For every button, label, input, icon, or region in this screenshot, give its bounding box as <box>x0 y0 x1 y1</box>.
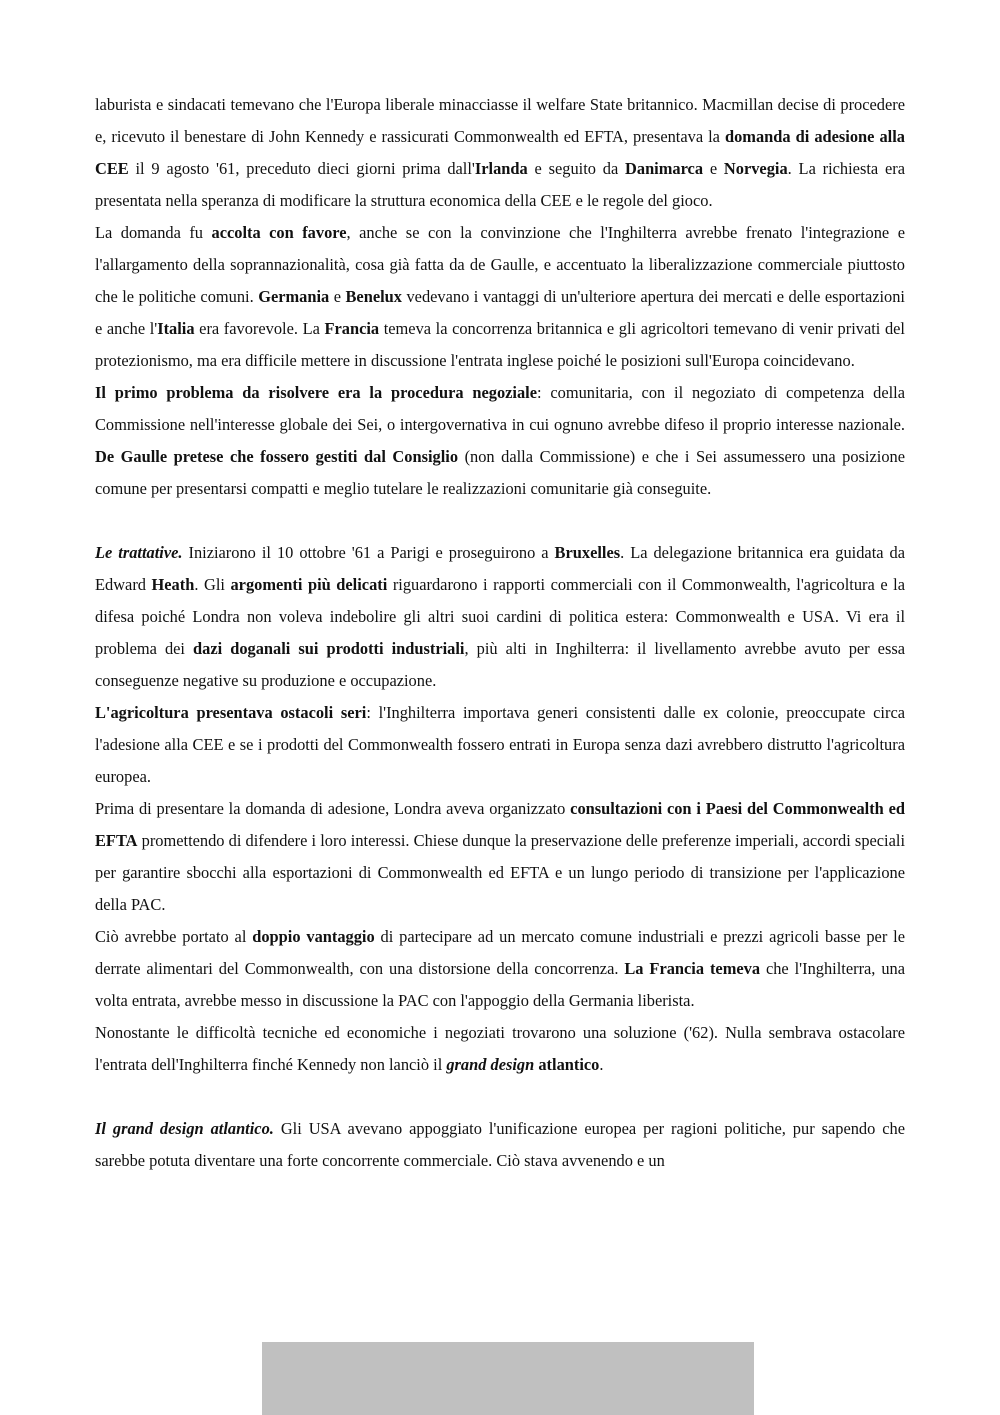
paragraph <box>95 377 905 505</box>
text-run: : l'Inghilterra importava generi consistenti dalle ex colonie, preoccupate circa l'adesione alla CEE e se i prodotti del Commonwealth fossero entrati in Europa senza dazi avrebbero distrutto l'agricoltura europea. <box>95 703 905 786</box>
paragraph-spacer <box>95 1081 905 1113</box>
text-run: riguardarono i rapporti commerciali con il Commonwealth, l'agricoltura e la difesa poiché Londra non voleva indebolire gli altri suoi cardini di politica estera: Commonwealth e USA. Vi era il problema dei <box>95 575 905 658</box>
bold-text: Norvegia <box>723 159 788 178</box>
footer-bar <box>262 1342 754 1415</box>
text-run: . La richiesta era presentata nella speranza di modificare la struttura economica della CEE e le regole del gioco. <box>95 159 905 210</box>
paragraph-spacer <box>95 505 905 537</box>
text-run: temeva la concorrenza britannica e gli agricoltori temevano di venir privati del protezionismo, ma era difficile mettere in discussione l'entrata inglese poiché le posizioni sull'Europa coincidevano. <box>95 319 905 370</box>
text-run: , anche se con la convinzione che l'Inghilterra avrebbe frenato l'integrazione e l'allargamento della soprannazionalità, cosa già fatta da de Gaulle, e accentuato la liberalizzazione commerciale piuttosto che le politiche comuni. <box>95 223 905 306</box>
document-body <box>95 89 905 1177</box>
bold-text: atlantico <box>538 1055 600 1074</box>
text-run: Nonostante le difficoltà tecniche ed economiche i negoziati trovarono una soluzione ('62). Nulla sembrava ostacolare l'entrata dell'Inghilterra finché Kennedy non lanciò il <box>95 1023 905 1074</box>
emphasis-run <box>95 543 182 562</box>
text-run: La domanda fu <box>95 223 212 242</box>
bold-text: Italia <box>157 319 195 338</box>
bold-italic-text: grand design <box>446 1055 535 1074</box>
text-run: e <box>703 159 724 178</box>
paragraph <box>95 537 905 697</box>
text-run: vedevano i vantaggi di un'ulteriore apertura dei mercati e delle esportazioni e anche l' <box>95 287 905 338</box>
paragraph <box>95 1113 905 1177</box>
text-run: era favorevole. La <box>194 319 325 338</box>
bold-text: Bruxelles <box>554 543 621 562</box>
bold-italic-text: Le trattative. <box>95 543 183 562</box>
text-run: . La delegazione britannica era guidata da Edward <box>95 543 905 594</box>
text-run: il 9 agosto '61, preceduto dieci giorni prima dall' <box>128 159 475 178</box>
bold-text: argomenti più delicati <box>230 575 388 594</box>
bold-text: domanda di adesione alla CEE <box>95 127 905 178</box>
text-run: . Gli <box>194 575 231 594</box>
paragraph <box>95 921 905 1017</box>
text-run: . <box>599 1055 604 1074</box>
bold-italic-text: Il grand design atlantico. <box>95 1119 274 1138</box>
bold-text: L'agricoltura presentava ostacoli seri <box>95 703 367 722</box>
paragraph <box>95 217 905 377</box>
text-run: Ciò avrebbe portato al <box>95 927 253 946</box>
bold-text: La Francia temeva <box>624 959 761 978</box>
bold-text: dazi doganali sui prodotti industriali <box>193 639 465 658</box>
text-run: laburista e sindacati temevano che l'Europa liberale minacciasse il welfare State britannico. Macmillan decise di procedere e, ricevuto il benestare di John Kennedy e rassicurati Commonwealth ed EFTA, presentava la <box>95 95 905 146</box>
bold-text: Benelux <box>345 287 402 306</box>
paragraph <box>95 697 905 793</box>
bold-text: Il primo problema da risolvere era la procedura negoziale <box>95 383 537 402</box>
text-run: che l'Inghilterra, una volta entrata, avrebbe messo in discussione la PAC con l'appoggio della Germania liberista. <box>95 959 905 1010</box>
bold-text: Irlanda <box>474 159 528 178</box>
text-run: : comunitaria, con il negoziato di competenza della Commissione nell'interesse globale dei Sei, o intergovernativa in cui ognuno avrebbe difeso il proprio interesse nazionale. <box>95 383 905 434</box>
paragraph <box>95 793 905 921</box>
text-run: promettendo di difendere i loro interessi. Chiese dunque la preservazione delle preferenze imperiali, accordi speciali per garantire sbocchi alla esportazioni di Commonwealth ed EFTA e un lungo periodo di transizione per l'applicazione della PAC. <box>95 831 905 914</box>
bold-text: De Gaulle pretese che fossero gestiti dal Consiglio <box>95 447 459 466</box>
bold-text: Germania <box>258 287 330 306</box>
bold-text: accolta con favore <box>211 223 347 242</box>
text-run: (non dalla Commissione) e che i Sei assumessero una posizione comune per presentarsi compatti e meglio tutelare le realizzazioni comunitarie già conseguite. <box>95 447 905 498</box>
bold-text: Francia <box>324 319 380 338</box>
emphasis-run <box>95 1119 274 1138</box>
text-run: Iniziarono il 10 ottobre '61 a Parigi e proseguirono a <box>182 543 555 562</box>
bold-text: Heath <box>151 575 195 594</box>
paragraph <box>95 1017 905 1081</box>
text-run: di partecipare ad un mercato comune industriali e prezzi agricoli basse per le derrate alimentari del Commonwealth, con una distorsione della concorrenza. <box>95 927 905 978</box>
text-run: e seguito da <box>527 159 626 178</box>
text-run: Gli USA avevano appoggiato l'unificazione europea per ragioni politiche, pur sapendo che sarebbe potuta diventare una forte concorrente commerciale. Ciò stava avvenendo e un <box>95 1119 906 1170</box>
text-run: Prima di presentare la domanda di adesione, Londra aveva organizzato <box>95 799 571 818</box>
text-run: , più alti in Inghilterra: il livellamento avrebbe avuto per essa conseguenze negative su produzione e occupazione. <box>95 639 905 690</box>
paragraph <box>95 89 905 217</box>
bold-text: Danimarca <box>625 159 704 178</box>
bold-text: consultazioni con i Paesi del Commonwealth ed EFTA <box>95 799 906 850</box>
bold-text: doppio vantaggio <box>252 927 375 946</box>
text-run: e <box>329 287 346 306</box>
emphasis-run <box>446 1055 534 1074</box>
